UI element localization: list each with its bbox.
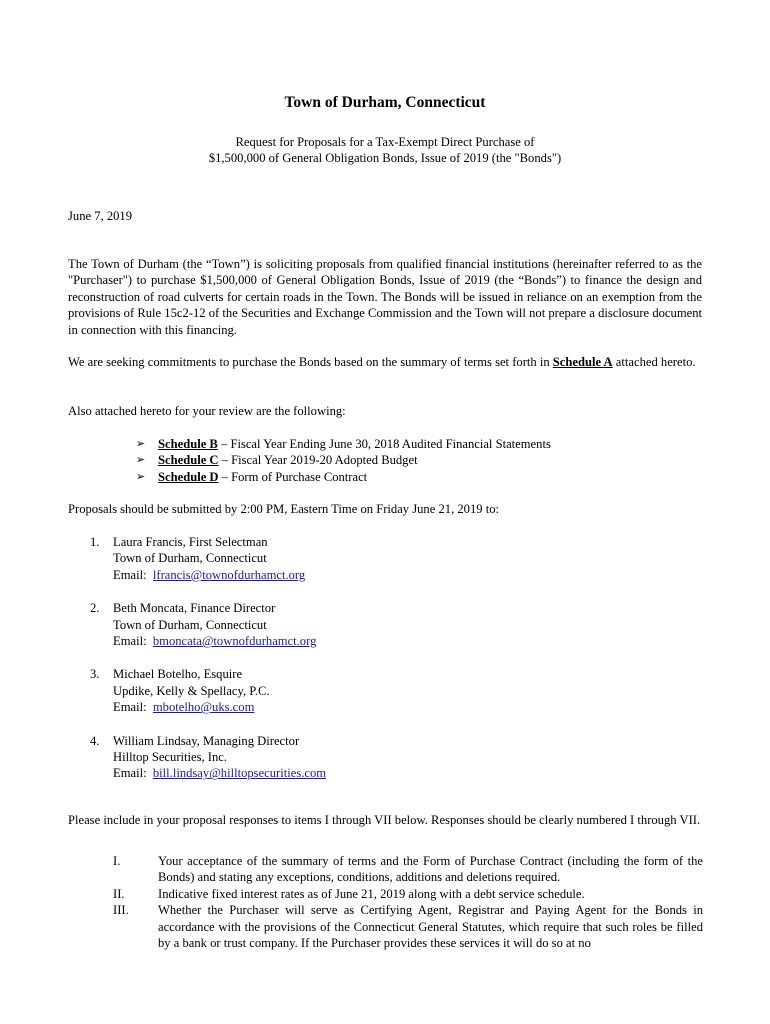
email-label: Email: — [113, 766, 147, 781]
contact-item — [90, 666, 690, 715]
contact-list — [90, 534, 690, 799]
schedule-label: Schedule C — [158, 453, 219, 468]
email-link[interactable]: bill.lindsay@hilltopsecurities.com — [152, 766, 327, 781]
contact-name: Laura Francis, First Selectman — [113, 535, 268, 549]
contact-organization: Hilltop Securities, Inc. — [113, 750, 228, 765]
item-number: II. — [113, 886, 125, 901]
contact-number: 3. — [90, 667, 100, 682]
schedule-text: – Fiscal Year 2019-20 Adopted Budget — [218, 453, 418, 468]
contact-name: William Lindsay, Managing Director — [113, 733, 300, 748]
email-label: Email: — [113, 634, 147, 649]
arrow-bullet-icon: ➢ — [136, 454, 146, 467]
contact-number: 4. — [90, 733, 100, 748]
schedule-list — [136, 436, 656, 485]
list-item — [136, 452, 656, 468]
commitments-text-end: attached hereto. — [615, 355, 696, 369]
item-text: Whether the Purchaser will serve as Certifying Agent, Registrar and Paying Agent for the Bonds in accordance with the provisions of the Connecticut General Statutes, which require that such roles be filled by a bank or trust company. If the Purchaser provides these services it will do so at no — [158, 903, 703, 951]
list-item — [113, 902, 703, 951]
list-item — [113, 853, 703, 886]
list-item — [113, 886, 703, 902]
document-date: June 7, 2019 — [68, 209, 133, 223]
intro-paragraph: The Town of Durham (the “Town”) is soliciting proposals from qualified financial institutions (hereinafter referred to as the "Purchaser") to purchase $1,500,000 of General Obligation Bonds, Issue of 2019 (the “Bonds”) to finance the design and reconstruction of road culverts for certain roads in the Town. The Bonds will be issued in reliance on an exemption from the provisions of Rule 15c2-12 of the Securities and Exchange Commission and the Town will not prepare a disclosure document in connection with this financing. — [68, 257, 702, 337]
contact-item — [90, 600, 690, 649]
commitments-paragraph — [68, 354, 702, 370]
contact-organization: Town of Durham, Connecticut — [113, 551, 267, 566]
email-link[interactable]: mbotelho@uks.com — [152, 700, 255, 715]
list-item — [136, 469, 656, 485]
schedule-text: – Form of Purchase Contract — [218, 469, 368, 484]
document-subtitle — [0, 134, 770, 167]
contact-name: Michael Botelho, Esquire — [113, 667, 243, 682]
contact-organization: Town of Durham, Connecticut — [113, 617, 267, 632]
schedule-label: Schedule D — [158, 469, 219, 484]
email-label: Email: — [113, 567, 147, 582]
item-number: I. — [113, 854, 121, 868]
submission-paragraph: Proposals should be submitted by 2:00 PM, Eastern Time on Friday June 21, 2019 to: — [68, 502, 499, 516]
document-title: Town of Durham, Connecticut — [284, 94, 486, 111]
email-link[interactable]: bmoncata@townofdurhamct.org — [152, 634, 317, 649]
response-items-list — [113, 853, 703, 951]
email-link[interactable]: lfrancis@townofdurhamct.org — [152, 567, 306, 582]
commitments-text: We are seeking commitments to purchase the Bonds based on the summary of terms set forth in — [68, 355, 550, 369]
contact-organization: Updike, Kelly & Spellacy, P.C. — [113, 683, 270, 698]
item-text: Your acceptance of the summary of terms and the Form of Purchase Contract (including the form of the Bonds) and stating any exceptions, conditions, additions and deletions required. — [158, 854, 703, 885]
item-text: Indicative fixed interest rates as of June 21, 2019 along with a debt service schedule. — [158, 886, 585, 901]
responses-paragraph: Please include in your proposal responses to items I through VII below. Responses should be clearly numbered I through VII. — [68, 813, 701, 827]
contact-name: Beth Moncata, Finance Director — [113, 601, 276, 616]
attached-intro: Also attached hereto for your review are the following: — [68, 404, 346, 418]
email-label: Email: — [113, 700, 147, 715]
schedule-text: – Fiscal Year Ending June 30, 2018 Audited Financial Statements — [217, 437, 551, 451]
contact-item — [90, 534, 690, 583]
subtitle-line-1: Request for Proposals for a Tax-Exempt Direct Purchase of — [235, 135, 535, 149]
contact-number: 2. — [90, 601, 100, 616]
list-item — [136, 436, 656, 452]
schedule-a-reference: Schedule A — [552, 355, 613, 369]
item-number: III. — [113, 903, 129, 918]
subtitle-line-2: $1,500,000 of General Obligation Bonds, Issue of 2019 (the "Bonds") — [208, 151, 562, 166]
arrow-bullet-icon: ➢ — [136, 438, 146, 450]
schedule-label: Schedule B — [158, 437, 218, 451]
arrow-bullet-icon: ➢ — [136, 470, 146, 483]
contact-number: 1. — [90, 535, 100, 549]
contact-item — [90, 733, 690, 782]
